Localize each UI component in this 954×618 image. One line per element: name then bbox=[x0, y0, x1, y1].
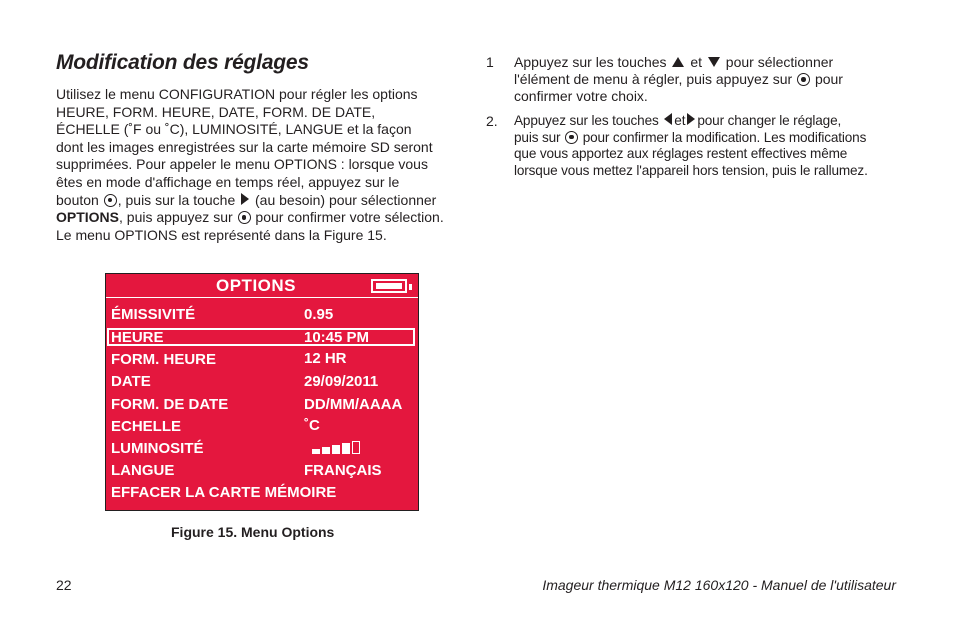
battery-full-icon bbox=[371, 279, 407, 293]
step-line bbox=[514, 130, 906, 147]
step-text bbox=[514, 54, 906, 105]
menu-row-label: FORM. DE DATE bbox=[111, 396, 229, 413]
menu-row-value: 12 HR bbox=[304, 350, 347, 367]
menu-row-value: FRANÇAIS bbox=[304, 462, 382, 479]
menu-row-value: DD/MM/AAAA bbox=[304, 396, 403, 413]
right-arrow-icon bbox=[241, 193, 249, 205]
up-arrow-icon bbox=[672, 57, 684, 67]
intro-text: bouton bbox=[56, 191, 99, 208]
select-button-icon bbox=[238, 211, 251, 224]
brightness-bar bbox=[332, 445, 340, 454]
intro-line: Le menu OPTIONS est représenté dans la Figure 15. bbox=[56, 226, 387, 243]
step-text-part: Appuyez sur les touches bbox=[514, 113, 659, 128]
menu-row-label: LUMINOSITÉ bbox=[111, 440, 204, 457]
intro-text: (au besoin) pour sélectionner bbox=[255, 191, 437, 208]
brightness-bar bbox=[342, 443, 350, 454]
intro-line: êtes en mode d'affichage en temps réel, appuyez sur le bbox=[56, 173, 400, 190]
menu-row-label: HEURE bbox=[111, 329, 164, 346]
intro-paragraph bbox=[56, 86, 476, 244]
step-text bbox=[514, 113, 906, 179]
figure-caption: Figure 15. Menu Options bbox=[171, 524, 335, 540]
options-menu-figure bbox=[105, 273, 419, 511]
menu-row-echelle bbox=[106, 415, 418, 437]
right-arrow-icon bbox=[687, 113, 695, 125]
step-line bbox=[514, 113, 906, 130]
menu-row-label: ECHELLE bbox=[111, 418, 182, 435]
intro-line: supprimées. Pour appeler le menu OPTIONS : lorsque vous bbox=[56, 156, 428, 173]
down-arrow-icon bbox=[708, 57, 720, 67]
menu-row-label: FORM. HEURE bbox=[111, 351, 216, 368]
step-text-part: Appuyez sur les touches bbox=[514, 54, 667, 70]
step-text-part: pour confirmer la modification. Les modifications bbox=[582, 129, 867, 145]
step-number: 2. bbox=[486, 113, 498, 129]
intro-line: Utilisez le menu CONFIGURATION pour régler les options bbox=[56, 86, 418, 102]
select-button-icon bbox=[565, 131, 578, 144]
brightness-bar bbox=[322, 447, 330, 454]
step-text-part: puis sur bbox=[514, 129, 561, 145]
menu-row-date bbox=[106, 370, 418, 392]
menu-row-form-heure bbox=[106, 348, 418, 370]
menu-row-label: EFFACER LA CARTE MÉMOIRE bbox=[111, 484, 337, 501]
step-text-part: pour bbox=[814, 71, 843, 87]
intro-text: pour confirmer votre sélection. bbox=[255, 209, 444, 226]
menu-row-value: 0.95 bbox=[304, 306, 334, 323]
menu-title: OPTIONS bbox=[216, 276, 297, 295]
step-line: lorsque vous mettez l'appareil hors tension, puis le rallumez. bbox=[514, 162, 868, 178]
step-line bbox=[514, 71, 906, 88]
intro-line: ÉCHELLE (˚F ou ˚C), LUMINOSITÉ, LANGUE et la façon bbox=[56, 121, 412, 138]
battery-level bbox=[376, 283, 402, 289]
menu-row-luminosite bbox=[106, 437, 418, 459]
brightness-bar bbox=[312, 449, 320, 454]
intro-line: HEURE, FORM. HEURE, DATE, FORM. DE DATE, bbox=[56, 103, 376, 120]
step-number: 1 bbox=[486, 54, 494, 70]
page-number: 22 bbox=[56, 577, 72, 593]
intro-text: , puis appuyez sur bbox=[119, 209, 233, 226]
step-line: que vous apportez aux réglages restent effectives même bbox=[514, 146, 848, 161]
intro-line bbox=[56, 192, 476, 210]
menu-row-value: 10:45 PM bbox=[304, 329, 370, 346]
menu-row-value: ˚C bbox=[304, 417, 320, 434]
menu-header bbox=[106, 274, 418, 298]
battery-cap bbox=[409, 284, 412, 290]
menu-row-effacer bbox=[106, 481, 418, 503]
options-term: OPTIONS bbox=[56, 209, 120, 226]
manual-title: Imageur thermique M12 160x120 - Manuel de l'utilisateur bbox=[542, 577, 896, 593]
brightness-bar bbox=[352, 441, 360, 454]
menu-row-heure bbox=[106, 328, 418, 350]
step-text-part: l'élément de menu à régler, puis appuyez sur bbox=[514, 71, 793, 87]
menu-row-emissivite bbox=[106, 304, 418, 326]
step-text-part: pour changer le réglage, bbox=[697, 113, 842, 128]
intro-line bbox=[56, 209, 476, 227]
step-text-part: et bbox=[674, 113, 686, 128]
step-text-part: pour sélectionner bbox=[725, 54, 834, 70]
menu-row-langue bbox=[106, 459, 418, 481]
menu-row-value: 29/09/2011 bbox=[304, 373, 379, 390]
section-title: Modification des réglages bbox=[56, 51, 309, 74]
step-line bbox=[514, 54, 906, 71]
menu-row-label: DATE bbox=[111, 373, 151, 390]
select-button-icon bbox=[797, 73, 810, 86]
step-text-part: et bbox=[690, 54, 702, 70]
menu-row-form-de-date bbox=[106, 393, 418, 415]
intro-text: , puis sur la touche bbox=[117, 191, 236, 208]
select-button-icon bbox=[104, 194, 117, 207]
step-line: confirmer votre choix. bbox=[514, 88, 648, 104]
left-arrow-icon bbox=[664, 113, 672, 125]
intro-line: dont les images enregistrées sur la carte mémoire SD seront bbox=[56, 138, 433, 155]
menu-row-label: LANGUE bbox=[111, 462, 175, 479]
menu-row-label: ÉMISSIVITÉ bbox=[111, 306, 196, 323]
